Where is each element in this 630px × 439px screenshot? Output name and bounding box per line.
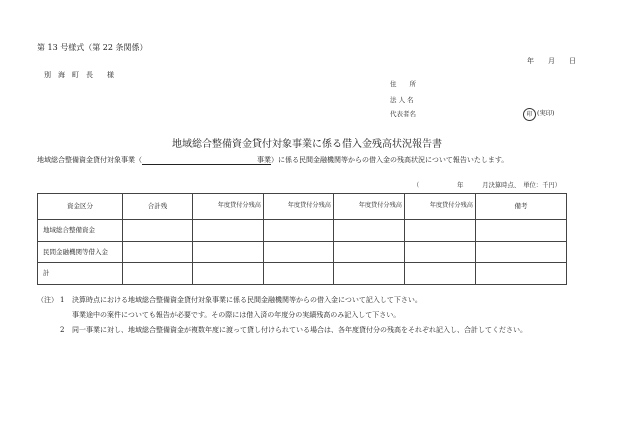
seal-note: (実印) [537,110,555,117]
note-1-line-1: 決算時点における地域総合整備資金貸付対象事業に係る民間金融機関等からの借入金について記入して下さい。 [72,296,422,304]
table-cell [476,220,567,242]
statement-lead: 地域総合整備資金貸付対象事業（ [37,156,142,164]
table-row [38,263,567,285]
header-year-balance-2: 年度貸付分残高 [264,194,334,220]
table-cell [405,220,476,242]
document-title: 地域総合整備資金貸付対象事業に係る借入金残高状況報告書 [172,139,442,150]
table-cell [123,220,193,242]
row-label-total: 計 [38,263,123,285]
header-fund-category: 資金区分 [38,194,123,220]
date-line: 年 月 日 [527,57,576,65]
balance-table [37,193,567,285]
table-cell [264,263,334,285]
table-cell [193,242,264,263]
table-cell [476,242,567,263]
table-cell [193,263,264,285]
corporation-label: 法 人 名 [390,96,414,104]
table-cell [334,220,405,242]
report-statement [37,157,508,164]
row-label-regional-fund: 地域総合整備資金 [38,220,123,242]
table-cell [264,242,334,263]
table-cell [123,242,193,263]
table-cell [264,220,334,242]
row-label-private-loans: 民間金融機関等借入金 [38,242,123,263]
statement-tail: ）に係る民間金融機関等からの借入金の残高状況について報告いたします。 [271,156,509,164]
table-cell [123,263,193,285]
seal-mark: 印 [523,108,536,121]
notes-label: （注） [37,296,58,304]
header-remarks: 備考 [476,194,567,220]
header-year-balance-3: 年度貸付分残高 [334,194,405,220]
table-header-row [38,194,567,220]
addressee: 別 海 町 長 様 [44,71,114,79]
statement-blank-suffix: 事業 [257,156,271,164]
table-cell [476,263,567,285]
note-number-2: 2 [60,326,65,334]
business-name-blank [142,156,271,165]
table-cell [334,263,405,285]
table-cell [405,242,476,263]
table-cell [193,220,264,242]
table-row [38,242,567,263]
representative-label: 代表者名 [390,110,416,118]
note-number-1: 1 [60,296,65,304]
period-note: （ 年 月決算時点、 単位：千円） [413,182,561,189]
note-1-line-2: 事業途中の案件についても報告が必要です。その際には借入済の年度分の実績残高のみ記入して下さい。 [72,311,401,319]
form-number: 第 13 号様式（第 22 条関係） [37,43,148,52]
address-label: 住 所 [390,80,416,88]
note-2-line-1: 同一事業に対し、地域総合整備資金が複数年度に渡って貸し付けられている場合は、各年度貸付分の残高をそれぞれ記入し、合計してください。 [72,326,527,334]
header-total-balance: 合計残 [123,194,193,220]
header-year-balance-4: 年度貸付分残高 [405,194,476,220]
header-year-balance-1: 年度貸付分残高 [193,194,264,220]
table-cell [334,242,405,263]
table-cell [405,263,476,285]
table-row [38,220,567,242]
